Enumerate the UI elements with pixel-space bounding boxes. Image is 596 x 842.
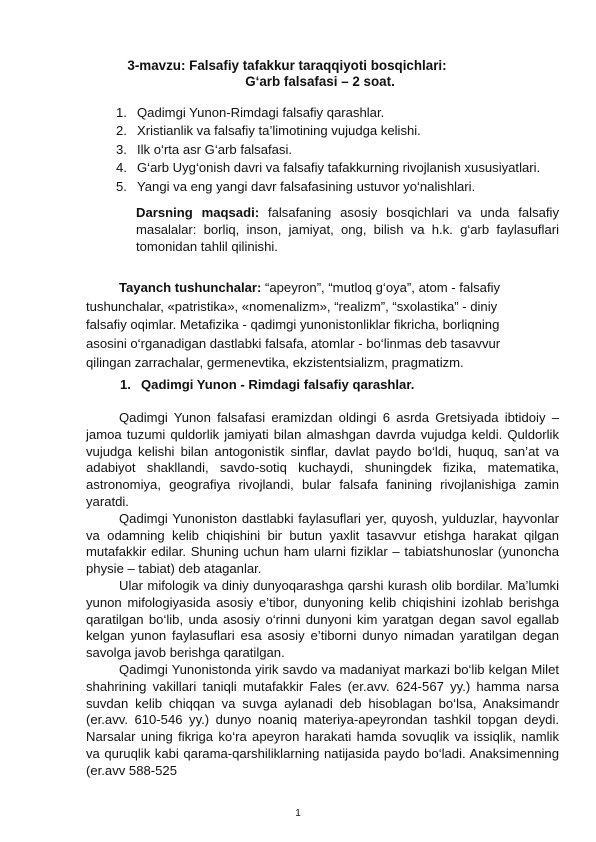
paragraph: Qadimgi Yunoniston dastlabki faylasuflari yer, quyosh, yulduzlar, hayvonlar va odamning kelib chiqishini bir butun yaxlit tasavvur etishga harakat qilgan mutafakkir edilar. Shuning uchun ham ularni fiziklar – tabiatshunoslar (yunoncha physie – tabiat) deb ataganlar. <box>86 510 559 577</box>
list-item <box>116 123 559 139</box>
key-terms-line: asosini o‘rganadigan dastlabki falsafa, atomlar - bo‘linmas deb tasavvur <box>86 336 501 352</box>
page-number: 1 <box>295 808 301 819</box>
list-item-text: Ilk o‘rta asr G‘arb falsafasi. <box>137 141 292 157</box>
topics-list <box>116 105 559 197</box>
list-item <box>116 105 559 121</box>
lesson-goal-text: falsafaning asosiy bosqichlari va unda falsafiy masalalar: borliq, inson, jamiyat, ong, bilish va h.k. g‘arb faylasuflari tomonidan tahlil qilinishi. <box>136 205 559 254</box>
key-terms-line <box>86 279 534 298</box>
list-item-number: 4. <box>116 160 127 176</box>
paragraph: Ular mifologik va diniy dunyoqarashga qarshi kurash olib bordilar. Ma’lumki yunon mifologiyasida asosiy e’tibor, dunyoning kelib chiqishini izohlab berishga qaratilgan bo‘lib, unda asosiy o‘rinni dunyoni kim yaratgan degan savol egallab kelgan yunon faylasuflari esa asosiy e’tiborni dunyo nimadan yaratilgan degan savolga javob berishga qaratilgan. <box>86 577 559 661</box>
list-item-number: 2. <box>116 123 127 139</box>
key-terms-text: “apeyron”, “mutloq g‘oya”, atom - falsafiy <box>261 280 501 295</box>
lesson-goal-label: Darsning maqsadi: <box>136 205 260 220</box>
section-heading <box>120 377 414 392</box>
list-item-text: Xristianlik va falsafiy ta’limotining vujudga kelishi. <box>137 123 421 139</box>
list-item-text: Yangi va eng yangi davr falsafasining ustuvor yo‘nalishlari. <box>137 178 476 194</box>
key-terms-line: qilingan zarrachalar, germenevtika, ekzistentsializm, pragmatizm. <box>86 354 464 370</box>
list-item-number: 5. <box>116 178 127 194</box>
title-line-1: 3-mavzu: Falsafiy tafakkur taraqqiyoti bosqichlari: <box>127 58 447 73</box>
list-item <box>116 160 559 176</box>
key-terms-label: Tayanch tushunchalar: <box>119 280 262 295</box>
list-item-text: Qadimgi Yunon-Rimdagi falsafiy qarashlar. <box>137 105 385 120</box>
section-title: Qadimgi Yunon - Rimdagi falsafiy qarashlar. <box>141 377 415 392</box>
list-item-number: 3. <box>116 141 127 157</box>
title-line-2: G‘arb falsafasi – 2 soat. <box>245 74 395 89</box>
list-item <box>116 179 559 195</box>
list-item <box>116 142 559 158</box>
key-terms-line: tushunchalar, «patristika», «nomenalizm», “realizm”, “sxolastika” - diniy <box>86 298 498 314</box>
section-number: 1. <box>120 377 131 392</box>
paragraph: Qadimgi Yunonistonda yirik savdo va madaniyat markazi bo‘lib kelgan Milet shahrining vakillari taniqli mutafakkir Fales (er.avv. 624-567 yy.) hamma narsa suvdan kelib chiqqan va suvga aylanadi deb hisoblagan bo‘lsa, Anaksimandr (er.avv. 610-546 yy.) dunyo noaniq materiya-apeyrondan tashkil topgan deydi. Narsalar uning fikriga ko‘ra apeyron harakati hamda sovuqlik va issiqlik, namlik va quruqlik kabi qarama-qarshiliklarning natijasida paydo bo‘ladi. Anaksimenning (er.avv 588-525 <box>86 661 559 778</box>
list-item-number: 1. <box>116 105 127 120</box>
document-title <box>80 58 516 90</box>
body-text <box>86 410 559 780</box>
list-item-text: G‘arb Uyg‘onish davri va falsafiy tafakkurning rivojlanish xususiyatlari. <box>137 160 541 176</box>
key-terms-line: falsafiy oqimlar. Metafizika - qadimgi yunonistonliklar fikricha, borliqning <box>86 317 500 333</box>
paragraph: Qadimgi Yunon falsafasi eramizdan oldingi 6 asrda Gretsiyada ibtidoiy – jamoa tuzumi quldorlik jamiyati bilan almashgan davrda vujudga keldi. Quldorlik vujudga kelishi bilan antogonistik sinflar, davlat paydo bo‘ldi, huquq, san’at va adabiyot shakllandi, savdo-sotiq kuchaydi, shuningdek fizika, matematika, astronomiya, geografiya rivojlandi, bular falsafa fanining rivojlanishiga zamin yaratdi. <box>86 410 559 509</box>
lesson-goal <box>136 205 559 255</box>
key-terms <box>86 279 534 373</box>
